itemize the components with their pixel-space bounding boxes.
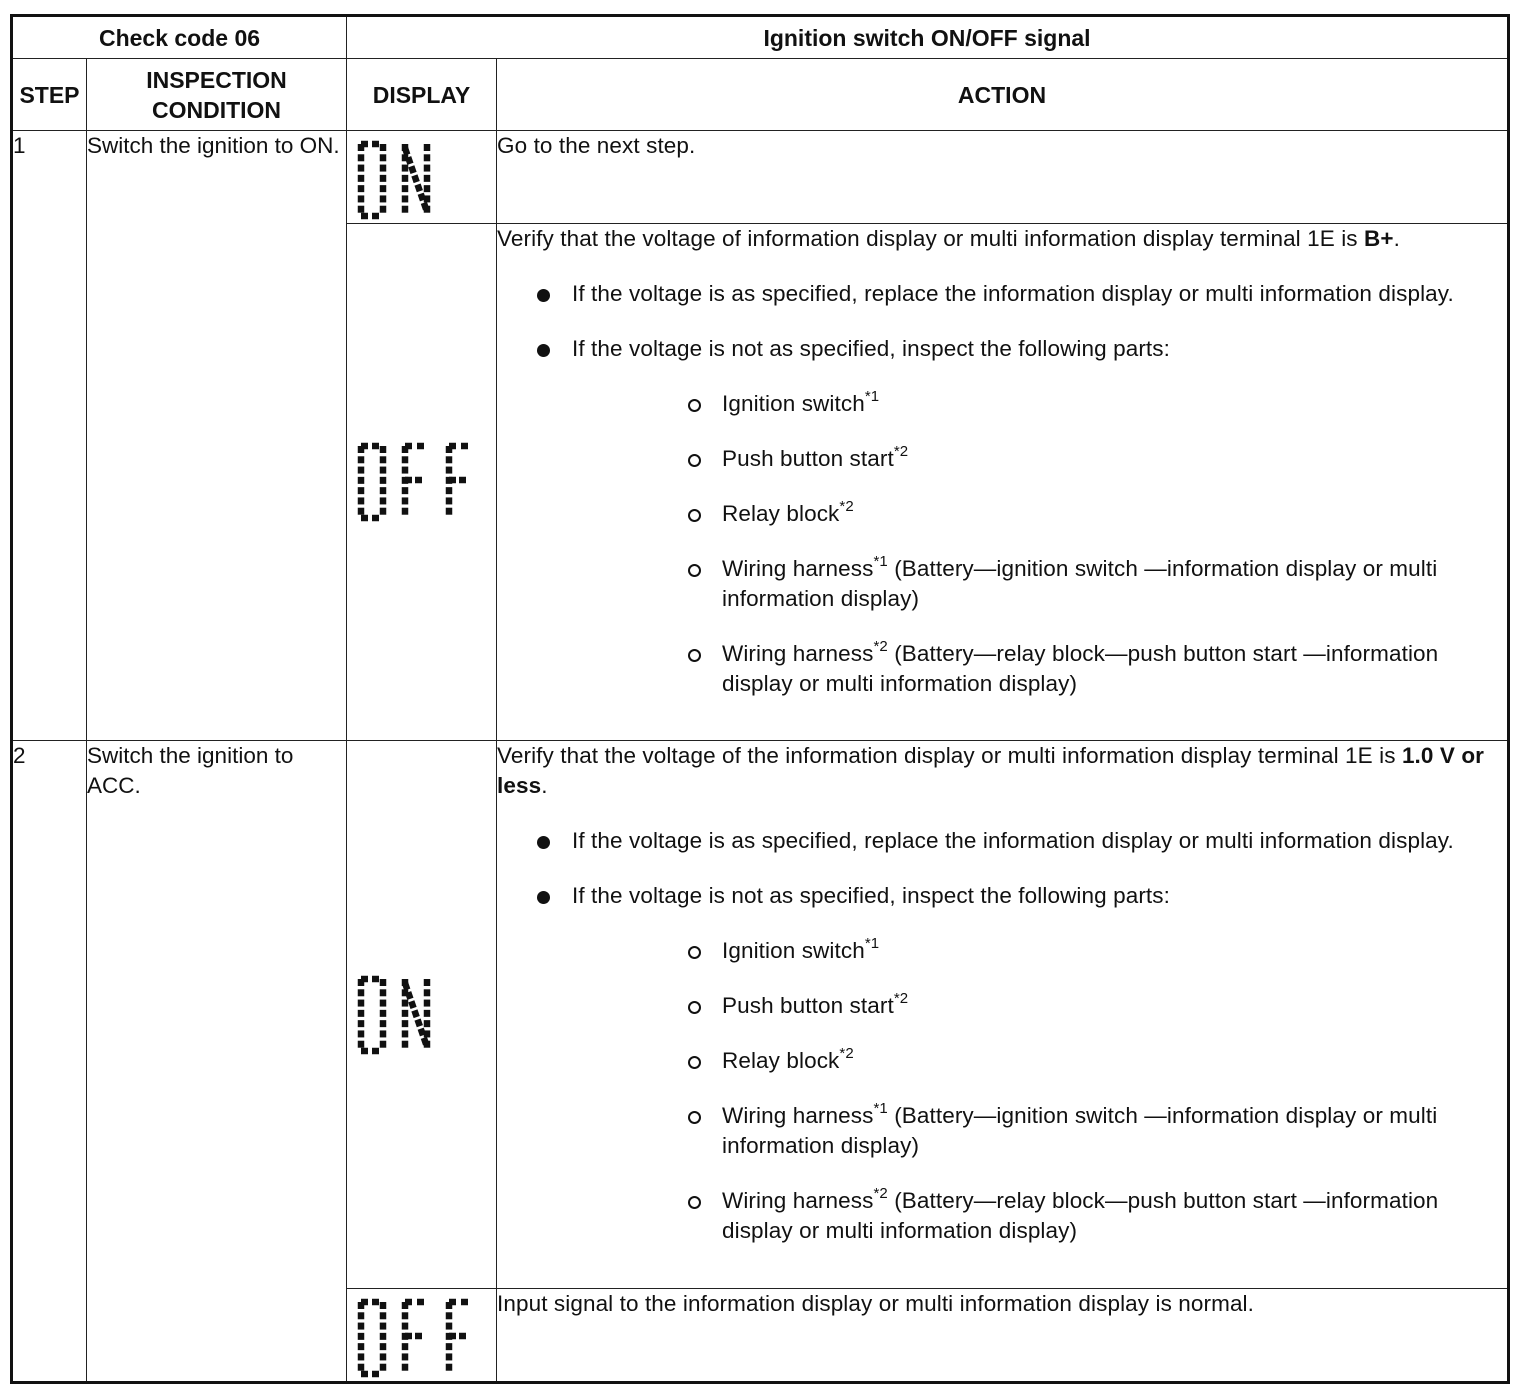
lcd-char-f [405,446,424,515]
action-column-header: ACTION [497,59,1509,131]
step-2-off-action: Input signal to the information display or multi information display is normal. [497,1289,1509,1383]
lcd-on-display [347,741,496,1288]
check-code-heading: Check code 06 [12,16,347,59]
step-1-condition: Switch the ignition to ON. [87,131,347,741]
lcd-char-o [361,979,383,1051]
step-2-number: 2 [12,741,87,1383]
lcd-char-o [361,1302,383,1374]
part-item: Relay block$^{*2}$ [572,1046,1507,1076]
step-2-display-off-cell [347,1289,497,1383]
lcd-char-f [405,1302,424,1371]
list-item: If the voltage is as specified, replace the information display or multi information display. [497,279,1507,309]
parts-list [572,936,1507,1246]
lcd-char-o [361,144,383,216]
step-1-on-action: Go to the next step. [497,131,1509,224]
lcd-char-n [405,144,427,213]
condition-column-header [87,59,347,131]
lcd-char-n [405,979,427,1048]
list-item: If the voltage is not as specified, inspect the following parts: Ignition switch$^{*1}$ Push button start$^{*2}$ Relay block$^{*2}$ Wiring harness$^{*1}$ (Battery—ignition switch —information display or multi information display) Wiring harness$^{*2}$ (Battery—relay block—push button start —information display or multi information display) [497,334,1507,699]
lcd-off-graphic [353,1295,493,1381]
step-2-on-action [497,741,1509,1289]
step-1-off-action [497,224,1509,741]
check-code-table [10,14,1510,1384]
lcd-char-f [449,1302,468,1371]
step-1-number: 1 [12,131,87,741]
part-item: Wiring harness$^{*2}$ (Battery—relay block—push button start —information display or multi information display) [572,639,1507,699]
voltage-spec: 1.0 V or less [497,743,1485,798]
part-item: Push button start$^{*2}$ [572,991,1507,1021]
lcd-on-graphic [353,972,493,1058]
part-item: Ignition switch$^{*1}$ [572,389,1507,419]
result-list [497,826,1507,1246]
result-list [497,279,1507,699]
condition-header-line1: INSPECTION [146,66,287,93]
part-item: Wiring harness$^{*1}$ (Battery—ignition switch —information display or multi information display) [572,1101,1507,1161]
lcd-on-display [347,131,496,223]
part-item: Wiring harness$^{*2}$ (Battery—relay block—push button start —information display or multi information display) [572,1186,1507,1246]
lcd-off-display [347,1289,496,1381]
step-2-display-on-cell [347,741,497,1289]
signal-title-heading: Ignition switch ON/OFF signal [347,16,1509,59]
lcd-off-graphic [353,439,493,525]
verify-instruction: Verify that the voltage of information display or multi information display terminal 1E is B+. [497,226,1400,251]
list-item: If the voltage is as specified, replace the information display or multi information display. [497,826,1507,856]
step-column-header: STEP [12,59,87,131]
part-item: Relay block$^{*2}$ [572,499,1507,529]
part-item: Push button start$^{*2}$ [572,444,1507,474]
verify-instruction: Verify that the voltage of the information display or multi information display terminal 1E is 1.0 V or less. [497,743,1485,798]
part-item: Ignition switch$^{*1}$ [572,936,1507,966]
part-item: Wiring harness$^{*1}$ (Battery—ignition switch —information display or multi information display) [572,554,1507,614]
lcd-off-display [347,224,496,740]
step-1-display-off-cell [347,224,497,741]
step-2-condition: Switch the ignition to ACC. [87,741,347,1383]
list-item: If the voltage is not as specified, inspect the following parts: Ignition switch$^{*1}$ Push button start$^{*2}$ Relay block$^{*2}$ Wiring harness$^{*1}$ (Battery—ignition switch —information display or multi information display) Wiring harness$^{*2}$ (Battery—relay block—push button start —information display or multi information display) [497,881,1507,1246]
lcd-on-graphic [353,137,493,223]
parts-list [572,389,1507,699]
display-column-header: DISPLAY [347,59,497,131]
lcd-char-o [361,446,383,518]
step-1-display-on-cell [347,131,497,224]
condition-header-line2: CONDITION [151,96,282,123]
lcd-char-f [449,446,468,515]
voltage-spec: B+ [1364,226,1394,251]
